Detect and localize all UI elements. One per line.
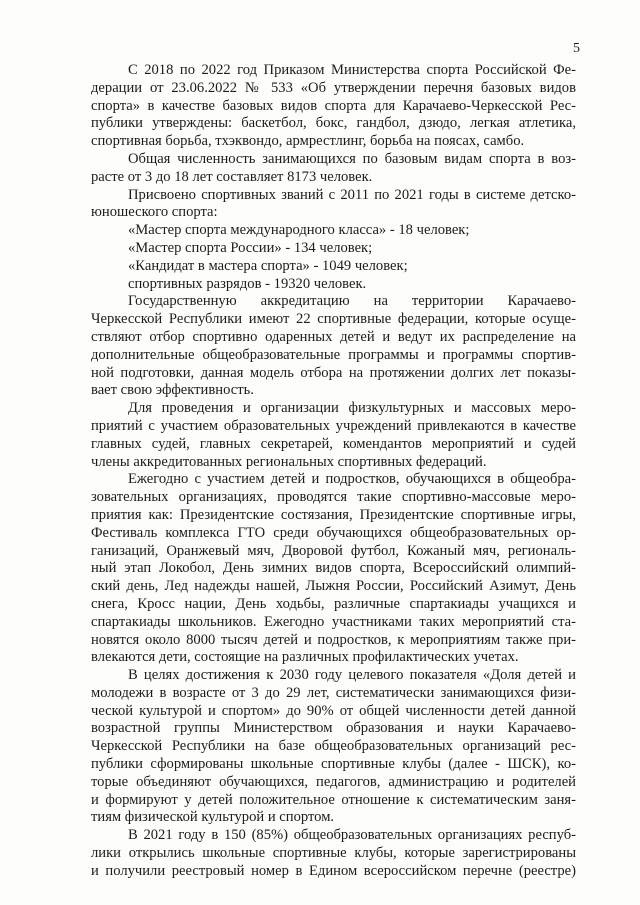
text-line: В 2021 году в 150 (85%) общеобразовательных организациях респуб- — [128, 827, 576, 844]
text-line: ганизаций, Оранжевый мяч, Дворовой футбол, Кожаный мяч, региональ- — [91, 542, 576, 559]
text-line: ский день, Лед надежды нашей, Лыжня России, Российский Азимут, День — [91, 578, 576, 595]
text-line: Черкесской Республики имеют 22 спортивные федерации, которые осуще- — [91, 311, 576, 328]
text-line: публики утверждены: баскетбол, бокс, гандбол, дзюдо, легкая атлетика, — [91, 115, 576, 132]
text-line: «Мастер спорта России» - 134 человек; — [128, 239, 373, 256]
text-line: молодежи в возрасте от 3 до 29 лет, систематически занимающихся физи- — [91, 684, 576, 701]
text-line: и формируют у детей положительное отношение к систематическим заня- — [91, 791, 576, 808]
text-line: тиям физической культурой и спортом. — [91, 809, 335, 826]
text-line: ствляют отбор спортивно одаренных детей и ведут их распределение на — [91, 328, 576, 345]
text-line: снега, Кросс нации, День ходьбы, различные спартакиады учащихся и — [91, 595, 576, 612]
text-line: зовательных организациях, проводятся такие спортивно-массовые меро- — [91, 489, 576, 506]
text-line: ный этап Локобол, День зимних видов спорта, Всероссийский олимпий- — [91, 560, 576, 577]
text-line: дополнительные общеобразовательные программы и программы спортив- — [91, 346, 576, 363]
text-line: С 2018 по 2022 год Приказом Министерства спорта Российской Фе- — [128, 62, 576, 78]
text-line: публики сформированы школьные спортивные клубы (далее - ШСК), ко- — [91, 756, 576, 773]
text-line: влекаются дети, состоящие на различных профилактических учетах. — [91, 649, 519, 666]
text-line: «Кандидат в мастера спорта» - 1049 человек; — [128, 257, 408, 274]
text-line: главных судей, главных секретарей, комендантов мероприятий и судей — [91, 435, 576, 452]
text-line: и получили реестровый номер в Едином всероссийском перечне (реестре) — [91, 862, 576, 879]
text-line: Государственную аккредитацию на территории Карачаево- — [128, 293, 576, 310]
text-line: «Мастер спорта международного класса» - 18 человек; — [128, 222, 470, 239]
text-line: юношеского спорта: — [91, 204, 218, 221]
text-line: В целях достижения к 2030 году целевого показателя «Доля детей и — [128, 667, 576, 684]
text-line: Общая численность занимающихся по базовым видам спорта в воз- — [128, 150, 576, 167]
text-line: Ежегодно с участием детей и подростков, обучающихся в общеобра- — [128, 471, 576, 488]
text-line: ческой культурой и спортом» до 90% от общей численности детей данной — [91, 702, 576, 719]
text-line: Черкесской Республики на базе общеобразовательных организаций рес- — [91, 738, 576, 755]
text-line: лики открылись школьные спортивные клубы, которые зарегистрированы — [91, 845, 576, 862]
text-line: вает свою эффективность. — [91, 382, 254, 399]
document-body — [91, 62, 576, 881]
text-line: возрастной группы Министерством образования и науки Карачаево- — [91, 720, 576, 737]
text-line: торые объединяют обучающихся, педагогов, администрацию и родителей — [91, 773, 576, 790]
text-line: приятий с участием образовательных учреждений привлекаются в качестве — [91, 417, 576, 434]
text-line: дерации от 23.06.2022 № 533 «Об утверждении перечня базовых видов — [91, 79, 576, 96]
text-line: новятся около 8000 тысяч детей и подростков, к мероприятиям также при- — [91, 631, 576, 648]
text-line: члены аккредитованных региональных спортивных федераций. — [91, 453, 487, 470]
text-line: приятия как: Президентские состязания, Президентские спортивные игры, — [91, 506, 576, 523]
text-line: спортивная борьба, тхэквондо, армрестлинг, борьба на поясах, самбо. — [91, 133, 525, 150]
text-line: спартакиады школьников. Ежегодно участниками таких мероприятий ста- — [91, 613, 576, 630]
text-line: Для проведения и организации физкультурных и массовых меро- — [128, 400, 576, 417]
text-line: спорта» в качестве базовых видов спорта для Карачаево-Черкесской Рес- — [91, 97, 576, 114]
text-line: спортивных разрядов - 19320 человек. — [128, 275, 367, 292]
text-line: ной подготовки, данная модель отбора на протяжении долгих лет показы- — [91, 364, 576, 381]
text-line: Присвоено спортивных званий с 2011 по 2021 годы в системе детско- — [128, 186, 576, 203]
text-line: Фестиваль комплекса ГТО среди обучающихся общеобразовательных ор- — [91, 524, 576, 541]
text-line: расте от 3 до 18 лет составляет 8173 человек. — [91, 168, 373, 185]
page-number: 5 — [573, 41, 580, 56]
